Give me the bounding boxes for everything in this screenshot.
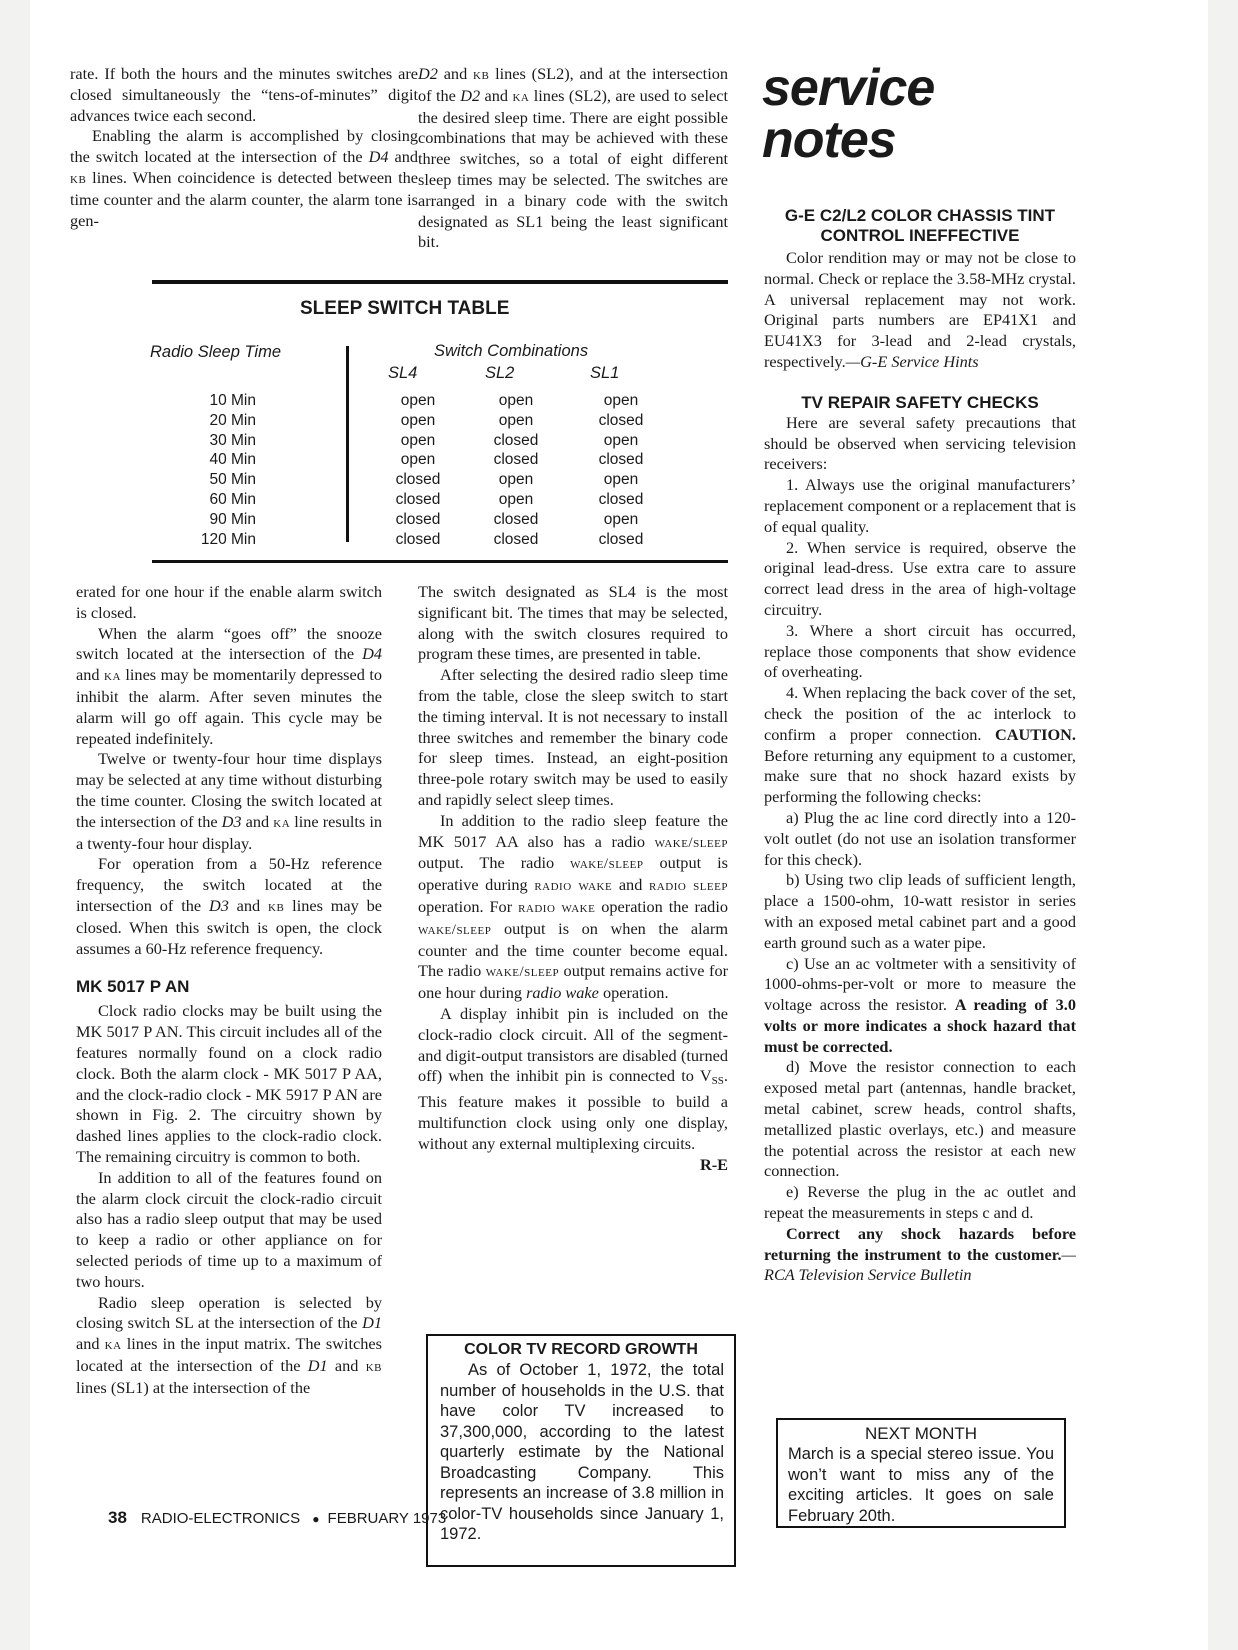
- paragraph: Correct any shock hazards before returning the instrument to the customer.—RCA Television Service Bulletin: [764, 1223, 1076, 1285]
- combo-column-header: Switch Combinations: [434, 342, 589, 360]
- paragraph: After selecting the desired radio sleep time from the table, close the sleep switch to start the timing interval. It is not necessary to install three switches and remember the binary code for sleep times. Instead, an eight-position three-pole rotary switch may be used to easily and rapidly select sleep times.: [418, 665, 728, 809]
- table-cell-sl2: closed: [493, 451, 539, 469]
- column-2-bottom: [418, 582, 728, 1175]
- table-cell-time: 60 Min: [209, 491, 256, 508]
- next-month-box: [776, 1418, 1066, 1528]
- table-cell-sl2: closed: [493, 431, 539, 449]
- paragraph: rate. If both the hours and the minutes switches are closed simultaneously the “tens-of-minutes” digit advances twice each second.: [70, 64, 418, 125]
- table-cell-sl4: closed: [395, 530, 441, 548]
- box-title: NEXT MONTH: [864, 1424, 978, 1443]
- switch-column-header: SL1: [590, 364, 620, 382]
- paragraph: When the alarm “goes off” the snooze switch located at the intersection of the D4 and ka lines may be momentarily depressed to inhibit the alarm. After seven minutes the alarm will go off again. This cycle may be repeated indefinitely.: [76, 623, 383, 748]
- paragraph: erated for one hour if the enable alarm switch is closed.: [76, 582, 382, 622]
- paragraph: Radio sleep operation is selected by closing switch SL at the intersection of the D1 and ka lines in the input matrix. The switches located at the intersection of the D1 and kb lines (SL1) at the intersection of the: [76, 1292, 382, 1397]
- table-cell-sl4: open: [400, 431, 436, 449]
- paragraph: Here are several safety precautions that should be observed when servicing television receivers:: [764, 412, 1076, 474]
- issue-date: FEBRUARY 1973: [327, 1510, 447, 1527]
- box-title: COLOR TV RECORD GROWTH: [464, 1341, 698, 1358]
- time-column-header: Radio Sleep Time: [150, 343, 282, 361]
- service-notes-column: [764, 206, 1076, 1286]
- table-cell-sl1: open: [603, 392, 639, 409]
- paragraph: The switch designated as SL4 is the most significant bit. The times that may be selected, along with the switch closures required to program these times, are presented in table.: [418, 582, 728, 664]
- table-cell-time: 50 Min: [209, 471, 256, 489]
- paragraph: For operation from a 50-Hz reference frequency, the switch located at the intersection of the D3 and kb lines may be closed. When this switch is open, the clock assumes a 60-Hz reference frequency.: [76, 854, 383, 958]
- table-cell-time: 20 Min: [209, 411, 256, 429]
- table-bottom-rule: [152, 560, 728, 563]
- table-cell-sl1: open: [603, 510, 639, 528]
- magazine-page: [30, 0, 1208, 1650]
- column-1-bottom: [76, 582, 382, 1398]
- publication-name: RADIO-ELECTRONICS: [140, 1510, 301, 1527]
- paragraph: In addition to the radio sleep feature the MK 5017 AA also has a radio wake/sleep output. The radio wake/sleep output is operative during radio wake and radio sleep operation. For radio wake operation the radio wake/sleep output is on when the alarm counter and the time counter become equal. The radio wake/sleep output remains active for one hour during radio wake operation.: [418, 810, 729, 1003]
- paragraph: Clock radio clocks may be built using the MK 5017 P AN. This circuit includes all of the features normally found on a clock radio clock. Both the alarm clock - MK 5017 P AA, and the clock-radio clock - MK 5917 P AN are shown in Fig. 2. The circuitry shown by dashed lines applies to the clock-radio clock. The remaining circuitry is common to both.: [76, 1001, 382, 1166]
- paragraph: Twelve or twenty-four hour time displays may be selected at any time without disturbing the time counter. Closing the switch located at the intersection of the D3 and ka line results in a twenty-four hour display.: [76, 749, 382, 853]
- paragraph: 1. Always use the original manufacturers’ replacement component or a replacement that is of equal quality.: [764, 475, 1076, 536]
- table-cell-sl2: open: [498, 392, 534, 409]
- box-body: As of October 1, 1972, the total number of households in the U.S. that have color TV increased to 37,300,000, according to the latest quarterly estimate by the National Broadcasting Company. This represents an increase of 3.8 million in color-TV households since January 1, 1972.: [440, 1361, 724, 1543]
- table-cell-sl4: open: [400, 411, 436, 429]
- table-cell-sl4: closed: [395, 471, 441, 489]
- switch-column-header: SL2: [485, 364, 515, 382]
- paragraph: A display inhibit pin is included on the clock-radio clock circuit. All of the segment- and digit-output transistors are disabled (turned off) when the inhibit pin is connected to $V_{SS}$. This feature makes it possible to build a multifunction clock using only one display, without any external multiplexing circuits. R-E: [418, 1003, 728, 1174]
- paragraph: b) Using two clip leads of sufficient length, place a 1500-ohm, 10-watt resistor in series with an exposed metal cabinet part and a good earth ground such as a water pipe.: [764, 870, 1076, 952]
- paragraph: a) Plug the ac line cord directly into a 120-volt outlet (do not use an isolation transformer for this check).: [764, 807, 1076, 869]
- table-cell-time: 40 Min: [209, 451, 256, 469]
- table-cell-sl1: closed: [598, 411, 644, 429]
- table-cell-sl4: closed: [395, 491, 441, 508]
- service-notes-logo: service notes: [762, 59, 935, 169]
- paragraph: Color rendition may or may not be close to normal. Check or replace the 3.58-MHz crystal. A universal replacement may not work. Original parts numbers are EP41X1 and EU41X3 for 3-lead and 2-lead crystals, respectively.—G-E Service Hints: [764, 248, 1076, 371]
- color-tv-growth-box: [426, 1334, 736, 1567]
- paragraph: In addition to all of the features found on the alarm clock circuit the clock-radio circuit also has a radio sleep output that may be used to keep a radio or other appliance on for selected periods of time up to a maximum of two hours.: [76, 1167, 382, 1291]
- table-cell-sl1: closed: [598, 451, 644, 469]
- section-heading: MK 5017 P AN: [76, 977, 190, 997]
- table-divider: [346, 346, 349, 542]
- table-cell-time: 90 Min: [209, 510, 256, 528]
- table-cell-time: 30 Min: [209, 431, 256, 449]
- table-cell-sl1: closed: [598, 530, 644, 548]
- table-cell-sl4: closed: [395, 510, 441, 528]
- service-note-heading: TV REPAIR SAFETY CHECKS: [801, 392, 1039, 412]
- paragraph: 3. Where a short circuit has occurred, replace those components that show evidence of overheating.: [764, 620, 1076, 682]
- table-cell-sl1: closed: [598, 491, 644, 508]
- table-cell-sl2: closed: [493, 510, 539, 528]
- table-cell-sl4: open: [400, 392, 436, 409]
- table-cell-sl2: open: [498, 471, 534, 489]
- table-cell-sl2: open: [498, 491, 534, 508]
- paragraph: c) Use an ac voltmeter with a sensitivity of 1000-ohms-per-volt or more to measure the voltage across the resistor. A reading of 3.0 volts or more indicates a shock hazard that must be corrected.: [764, 953, 1076, 1056]
- table-cell-sl2: open: [498, 411, 534, 429]
- table-cell-sl2: closed: [493, 530, 539, 548]
- end-mark: R-E: [699, 1154, 728, 1174]
- table-cell-time: 120 Min: [200, 530, 256, 548]
- bullet-icon: ●: [312, 1512, 320, 1526]
- paragraph: e) Reverse the plug in the ac outlet and repeat the measurements in steps c and d.: [764, 1182, 1076, 1223]
- paragraph: 4. When replacing the back cover of the set, check the position of the ac interlock to confirm a proper connection. CAUTION. Before returning any equipment to a customer, make sure that no shock hazard exists by performing the following checks:: [764, 683, 1076, 807]
- table-cell-sl1: open: [603, 471, 639, 489]
- service-note-heading: G-E C2/L2 COLOR CHASSIS TINT CONTROL INEFFECTIVE: [784, 206, 1056, 245]
- table-cell-sl1: open: [603, 431, 639, 449]
- page-number: 38: [108, 1508, 127, 1527]
- paragraph: D2 and kb lines (SL2), and at the intersection of the D2 and ka lines (SL2), are used to select the desired sleep time. There are eight possible combinations that may be achieved with these three switches, so a total of eight different sleep times may be selected. The switches are arranged in a binary code with the switch designated as SL1 being the least significant bit.: [418, 64, 728, 252]
- table-cell-sl4: open: [400, 451, 436, 469]
- table-cell-time: 10 Min: [209, 392, 256, 409]
- switch-column-header: SL4: [388, 364, 418, 382]
- page-footer: [108, 1508, 446, 1528]
- table-title: SLEEP SWITCH TABLE: [300, 298, 510, 319]
- paragraph: 2. When service is required, observe the original lead-dress. Use extra care to assure correct lead dress in the area of high-voltage circuitry.: [764, 537, 1076, 619]
- paragraph: Enabling the alarm is accomplished by closing the switch located at the intersection of the D4 and kb lines. When coincidence is detected between the time counter and the alarm counter, the alarm tone is gen-: [70, 126, 419, 230]
- box-body: March is a special stereo issue. You won’t want to miss any of the exciting articles. It goes on sale February 20th.: [788, 1445, 1054, 1525]
- paragraph: d) Move the resistor connection to each exposed metal part (antennas, handle bracket, metal cabinet, screw heads, control shafts, metallized plastic overlays, etc.) and measure the potential across the resistor at each new connection.: [764, 1057, 1076, 1181]
